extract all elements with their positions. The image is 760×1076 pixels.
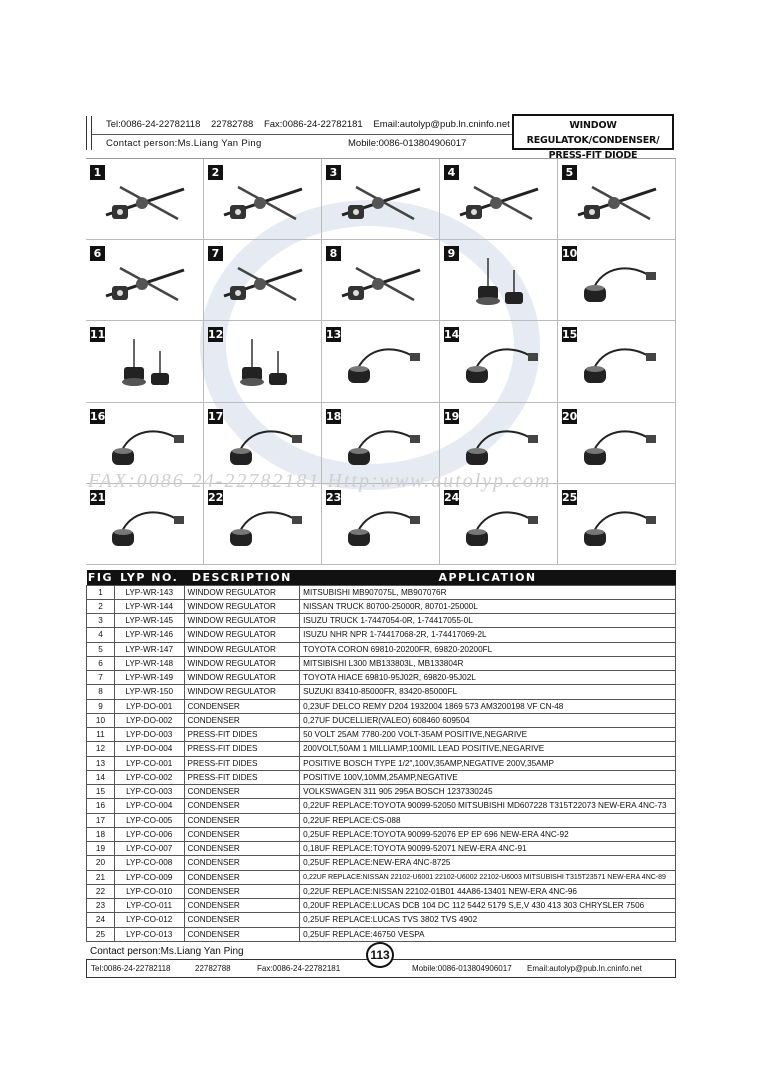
footer-tel: Tel:0086-24-22782118: [91, 964, 171, 973]
cell-fig: 16: [87, 799, 115, 813]
figure-cell: [204, 159, 322, 240]
product-photo: [218, 256, 310, 312]
footer-mobile: Mobile:0086-013804906017: [412, 964, 512, 973]
product-table: [86, 570, 676, 942]
figure-cell: [558, 159, 676, 240]
cell-fig: 6: [87, 656, 115, 670]
col-header-fig: FIG: [87, 570, 114, 584]
cell-lyp-no: LYP-CO-003: [114, 785, 184, 799]
table-row: [87, 614, 676, 628]
cell-lyp-no: LYP-WR-148: [114, 656, 184, 670]
figure-cell: [204, 484, 322, 565]
table-row: [87, 842, 676, 856]
cell-description: PRESS-FIT DIDES: [184, 742, 300, 756]
table-row: [87, 628, 676, 642]
header-bar-ornament: [86, 116, 92, 150]
table-row: [87, 699, 676, 713]
figure-number: 5: [562, 165, 577, 180]
cell-lyp-no: LYP-WR-145: [114, 614, 184, 628]
cell-description: CONDENSER: [184, 785, 300, 799]
table-row: [87, 870, 676, 884]
cell-description: CONDENSER: [184, 699, 300, 713]
figure-cell: [558, 240, 676, 321]
cell-application: VOLKSWAGEN 311 905 295A BOSCH 1237330245: [300, 785, 676, 799]
table-row: [87, 599, 676, 613]
product-photo: [336, 337, 428, 393]
cell-application: ISUZU NHR NPR 1-74417068-2R, 1-74417069-2L: [300, 628, 676, 642]
cell-fig: 19: [87, 842, 115, 856]
cell-description: WINDOW REGULATOR: [184, 614, 300, 628]
cell-lyp-no: LYP-CO-005: [114, 813, 184, 827]
cell-fig: 18: [87, 827, 115, 841]
figure-number: 1: [90, 165, 105, 180]
cell-application: ISUZU TRUCK 1-7447054-0R, 1-74417055-0L: [300, 614, 676, 628]
product-photo: [572, 500, 664, 556]
cell-fig: 1: [87, 585, 115, 599]
cell-description: WINDOW REGULATOR: [184, 685, 300, 699]
cell-lyp-no: LYP-WR-146: [114, 628, 184, 642]
figure-number: 24: [444, 490, 460, 504]
table-row: [87, 585, 676, 599]
figure-number: 3: [326, 165, 341, 180]
figure-number: 18: [326, 409, 342, 423]
product-photo: [572, 256, 664, 312]
product-photo: [572, 175, 664, 231]
cell-description: CONDENSER: [184, 842, 300, 856]
cell-fig: 22: [87, 884, 115, 898]
cell-lyp-no: LYP-CO-011: [114, 899, 184, 913]
product-photo: [218, 175, 310, 231]
page-number: 113: [366, 942, 394, 968]
cell-application: 200VOLT,50AM 1 MILLIAMP,100MIL LEAD POSITIVE,NEGARIVE: [300, 742, 676, 756]
page-title-line1: WINDOW REGULATOK/CONDENSER/: [526, 120, 660, 146]
product-photo: [454, 337, 546, 393]
figure-cell: [440, 159, 558, 240]
figure-number: 9: [444, 246, 459, 261]
cell-fig: 11: [87, 728, 115, 742]
cell-lyp-no: LYP-DO-001: [114, 699, 184, 713]
cell-description: CONDENSER: [184, 813, 300, 827]
table-row: [87, 642, 676, 656]
cell-description: WINDOW REGULATOR: [184, 585, 300, 599]
cell-application: MITSUBISHI MB907075L, MB907076R: [300, 585, 676, 599]
table-row: [87, 927, 676, 941]
header-mobile: Mobile:0086-013804906017: [348, 138, 467, 149]
figure-cell: [440, 484, 558, 565]
product-photo: [336, 419, 428, 475]
figure-number: 2: [208, 165, 223, 180]
figure-number: 7: [208, 246, 223, 261]
cell-description: CONDENSER: [184, 870, 300, 884]
figure-number: 10: [562, 247, 578, 261]
product-photo: [100, 256, 192, 312]
table-header-row: [87, 570, 676, 585]
cell-fig: 13: [87, 756, 115, 770]
header-email: Email:autolyp@pub.ln.cninfo.net: [373, 119, 510, 130]
figure-cell: [322, 321, 440, 402]
cell-application: SUZUKI 83410-85000FR, 83420-85000FL: [300, 685, 676, 699]
cell-lyp-no: LYP-CO-004: [114, 799, 184, 813]
footer-email: Email:autolyp@pub.ln.cninfo.net: [527, 964, 642, 973]
footer-contact-person: Contact person:Ms.Liang Yan Ping: [90, 946, 244, 957]
table-row: [87, 856, 676, 870]
header-fax: Fax:0086-24-22782181: [263, 119, 363, 130]
cell-description: CONDENSER: [184, 827, 300, 841]
page-header: [86, 114, 676, 161]
cell-fig: 10: [87, 713, 115, 727]
cell-application: 0,25UF REPLACE:TOYOTA 90099-52076 EP EP 696 NEW-ERA 4NC-92: [300, 827, 676, 841]
cell-lyp-no: LYP-CO-007: [114, 842, 184, 856]
figure-number: 17: [208, 409, 224, 423]
table-row: [87, 756, 676, 770]
figure-cell: [86, 240, 204, 321]
table-row: [87, 713, 676, 727]
product-photo: [454, 419, 546, 475]
table-row: [87, 899, 676, 913]
table-row: [87, 685, 676, 699]
table-body: [87, 585, 676, 941]
table-row: [87, 671, 676, 685]
product-image-grid: [86, 158, 676, 564]
cell-application: POSITIVE BOSCH TYPE 1/2",100V,35AMP,NEGATIVE 200V,35AMP: [300, 756, 676, 770]
cell-lyp-no: LYP-DO-003: [114, 728, 184, 742]
product-photo: [454, 500, 546, 556]
figure-number: 20: [562, 409, 578, 423]
cell-lyp-no: LYP-CO-008: [114, 856, 184, 870]
figure-number: 12: [208, 328, 224, 342]
product-photo: [218, 337, 310, 393]
cell-fig: 21: [87, 870, 115, 884]
figure-cell: [86, 321, 204, 402]
cell-description: CONDENSER: [184, 913, 300, 927]
product-photo: [100, 419, 192, 475]
page-footer: [86, 944, 676, 978]
watermark-text: FAX:0086 24-22782181 Http:www.autolyp.com: [88, 470, 552, 492]
cell-description: WINDOW REGULATOR: [184, 642, 300, 656]
cell-fig: 8: [87, 685, 115, 699]
figure-number: 6: [90, 246, 105, 261]
figure-cell: [322, 484, 440, 565]
cell-description: CONDENSER: [184, 899, 300, 913]
table-row: [87, 656, 676, 670]
cell-fig: 17: [87, 813, 115, 827]
product-photo: [336, 256, 428, 312]
cell-description: CONDENSER: [184, 927, 300, 941]
header-tel: Tel:0086-24-22782118: [106, 119, 201, 130]
figure-cell: [322, 159, 440, 240]
cell-lyp-no: LYP-CO-009: [114, 870, 184, 884]
figure-number: 21: [90, 490, 106, 504]
cell-application: MITSIBISHI L300 MB133803L, MB133804R: [300, 656, 676, 670]
cell-fig: 23: [87, 899, 115, 913]
figure-cell: [558, 321, 676, 402]
cell-lyp-no: LYP-CO-002: [114, 770, 184, 784]
cell-lyp-no: LYP-CO-006: [114, 827, 184, 841]
cell-lyp-no: LYP-CO-013: [114, 927, 184, 941]
cell-application: 0,18UF REPLACE:TOYOTA 90099-52071 NEW-ERA 4NC-91: [300, 842, 676, 856]
product-photo: [454, 175, 546, 231]
cell-application: NISSAN TRUCK 80700-25000R, 80701-25000L: [300, 599, 676, 613]
cell-lyp-no: LYP-CO-001: [114, 756, 184, 770]
cell-lyp-no: LYP-WR-144: [114, 599, 184, 613]
cell-application: 0,25UF REPLACE:NEW-ERA 4NC-8725: [300, 856, 676, 870]
cell-fig: 15: [87, 785, 115, 799]
cell-fig: 2: [87, 599, 115, 613]
table-row: [87, 785, 676, 799]
table-row: [87, 884, 676, 898]
table-row: [87, 799, 676, 813]
cell-description: PRESS-FIT DIDES: [184, 770, 300, 784]
figure-number: 23: [326, 490, 342, 504]
figure-number: 22: [208, 490, 224, 504]
cell-application: TOYOTA HIACE 69810-95J02R, 69820-95J02L: [300, 671, 676, 685]
cell-lyp-no: LYP-CO-010: [114, 884, 184, 898]
cell-application: 0,25UF REPLACE:46750 VESPA: [300, 927, 676, 941]
product-photo: [454, 256, 546, 312]
cell-application: POSITIVE 100V,10MM,25AMP,NEGATIVE: [300, 770, 676, 784]
cell-fig: 7: [87, 671, 115, 685]
header-contact-line: [106, 119, 518, 130]
cell-description: CONDENSER: [184, 884, 300, 898]
figure-cell: [558, 403, 676, 484]
product-photo: [100, 337, 192, 393]
figure-cell: [86, 159, 204, 240]
col-header-description: DESCRIPTION: [184, 570, 300, 585]
cell-application: 0,22UF REPLACE:CS-088: [300, 813, 676, 827]
cell-fig: 20: [87, 856, 115, 870]
product-photo: [336, 175, 428, 231]
table-row: [87, 913, 676, 927]
table-row: [87, 827, 676, 841]
cell-description: PRESS-FIT DIDES: [184, 756, 300, 770]
product-photo: [218, 419, 310, 475]
cell-application: 0,22UF REPLACE:NISSAN 22102-01B01 44A86-13401 NEW-ERA 4NC-96: [300, 884, 676, 898]
figure-number: 25: [562, 490, 578, 504]
header-rule: [92, 134, 512, 135]
product-photo: [336, 500, 428, 556]
cell-description: CONDENSER: [184, 713, 300, 727]
cell-lyp-no: LYP-WR-149: [114, 671, 184, 685]
figure-number: 16: [90, 409, 106, 423]
cell-fig: 3: [87, 614, 115, 628]
cell-lyp-no: LYP-DO-004: [114, 742, 184, 756]
product-photo: [572, 419, 664, 475]
header-contact-person: Contact person:Ms.Liang Yan Ping: [106, 138, 262, 149]
cell-fig: 25: [87, 927, 115, 941]
cell-application: 0,27UF DUCELLIER(VALEO) 608460 609504: [300, 713, 676, 727]
cell-description: WINDOW REGULATOR: [184, 599, 300, 613]
table-row: [87, 813, 676, 827]
table-row: [87, 728, 676, 742]
cell-fig: 12: [87, 742, 115, 756]
page-title: [512, 114, 674, 161]
figure-cell: [322, 240, 440, 321]
figure-cell: [204, 240, 322, 321]
cell-description: WINDOW REGULATOR: [184, 628, 300, 642]
cell-fig: 24: [87, 913, 115, 927]
header-tel2: 22782788: [211, 119, 254, 130]
cell-fig: 14: [87, 770, 115, 784]
col-header-lyp-no: LYP NO.: [114, 570, 184, 585]
figure-cell: [558, 484, 676, 565]
cell-description: CONDENSER: [184, 799, 300, 813]
col-header-application: APPLICATION: [300, 570, 676, 585]
product-photo: [100, 500, 192, 556]
table-row: [87, 742, 676, 756]
cell-fig: 5: [87, 642, 115, 656]
cell-application: TOYOTA CORON 69810-20200FR, 69820-20200FL: [300, 642, 676, 656]
product-photo: [572, 337, 664, 393]
figure-number: 15: [562, 328, 578, 342]
cell-application: 0,20UF REPLACE:LUCAS DCB 104 DC 112 5442 5179 S,E,V 430 413 303 CHRYSLER 7506: [300, 899, 676, 913]
product-photo: [218, 500, 310, 556]
figure-cell: [204, 321, 322, 402]
cell-application: 0,22UF REPLACE:TOYOTA 90099-52050 MITSUBISHI MD607228 T315T22073 NEW-ERA 4NC-73: [300, 799, 676, 813]
figure-cell: [440, 240, 558, 321]
product-photo: [100, 175, 192, 231]
cell-application: 0,25UF REPLACE:LUCAS TVS 3802 TVS 4902: [300, 913, 676, 927]
figure-cell: [86, 484, 204, 565]
table-row: [87, 770, 676, 784]
cell-lyp-no: LYP-WR-143: [114, 585, 184, 599]
cell-application: 50 VOLT 25AM 7780-200 VOLT-35AM POSITIVE,NEGARIVE: [300, 728, 676, 742]
page-title-line2: PRESS-FIT DIODE: [548, 150, 638, 161]
figure-number: 19: [444, 409, 460, 423]
cell-lyp-no: LYP-WR-147: [114, 642, 184, 656]
figure-number: 4: [444, 165, 459, 180]
figure-cell: [440, 321, 558, 402]
cell-lyp-no: LYP-DO-002: [114, 713, 184, 727]
cell-application: 0,23UF DELCO REMY D204 1932004 1869 573 AM3200198 VF CN-48: [300, 699, 676, 713]
figure-number: 13: [326, 328, 342, 342]
cell-fig: 4: [87, 628, 115, 642]
cell-fig: 9: [87, 699, 115, 713]
figure-number: 14: [444, 328, 460, 342]
figure-number: 8: [326, 246, 341, 261]
figure-number: 11: [90, 328, 106, 342]
cell-description: WINDOW REGULATOR: [184, 671, 300, 685]
cell-lyp-no: LYP-WR-150: [114, 685, 184, 699]
footer-tel2: 22782788: [195, 964, 231, 973]
cell-description: PRESS-FIT DIDES: [184, 728, 300, 742]
cell-description: CONDENSER: [184, 856, 300, 870]
cell-application: 0,22UF REPLACE:NISSAN 22102-U6001 22102-U6002 22102-U6003 MITSUBISHI T315T23571 NEW-ERA 4NC-89: [300, 870, 676, 884]
footer-fax: Fax:0086-24-22782181: [257, 964, 341, 973]
cell-lyp-no: LYP-CO-012: [114, 913, 184, 927]
cell-description: WINDOW REGULATOR: [184, 656, 300, 670]
